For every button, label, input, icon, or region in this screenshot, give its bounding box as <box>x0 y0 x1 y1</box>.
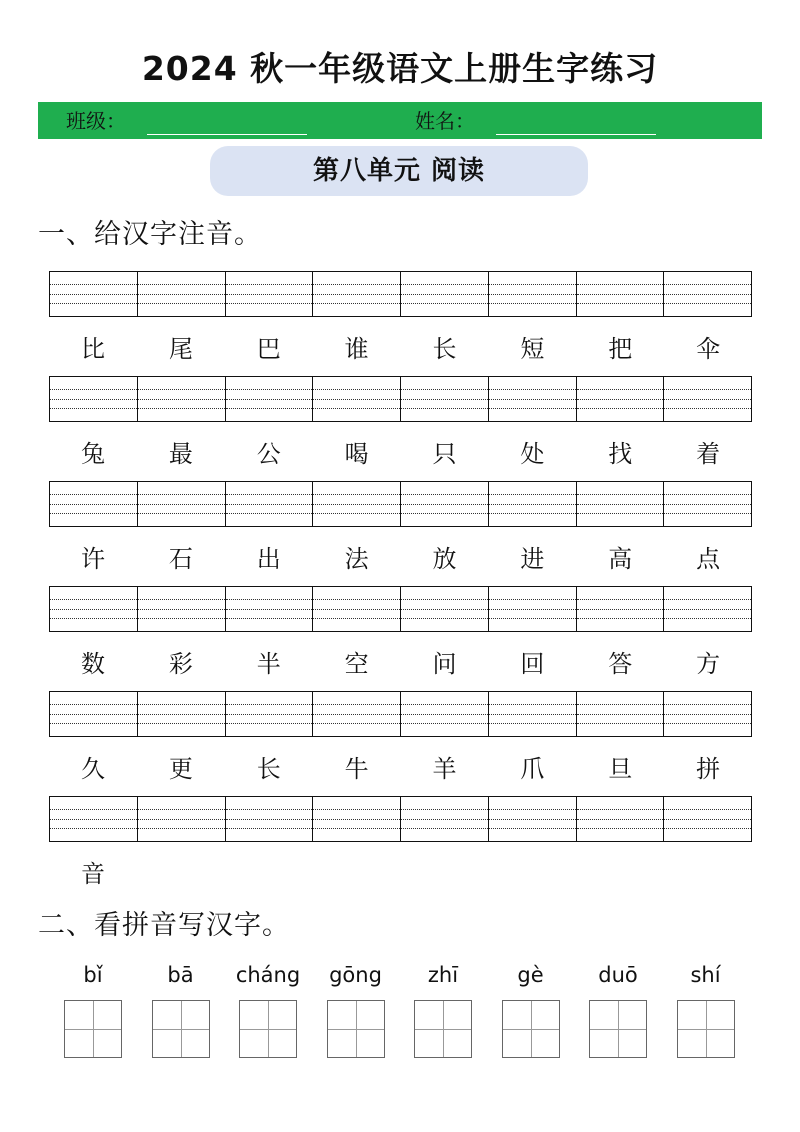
pinyin-answer-cell[interactable] <box>50 272 138 316</box>
write-item <box>64 960 122 1058</box>
empty-slot <box>488 854 576 894</box>
box-horizontal-guide <box>678 1029 734 1030</box>
guide-line <box>489 303 576 304</box>
guide-line <box>401 494 488 495</box>
pinyin-writing-row[interactable] <box>49 481 752 527</box>
pinyin-answer-cell[interactable] <box>50 587 138 631</box>
hanzi-character: 长 <box>256 755 281 783</box>
guide-line <box>313 294 400 295</box>
pinyin-prompt: bā <box>167 963 194 987</box>
guide-line <box>401 714 488 715</box>
guide-line <box>138 819 225 820</box>
guide-line <box>138 284 225 285</box>
hanzi-character: 比 <box>80 335 105 363</box>
character-row <box>49 434 752 474</box>
guide-line <box>489 809 576 810</box>
character-row <box>49 644 752 684</box>
guide-line <box>138 494 225 495</box>
guide-line <box>138 704 225 705</box>
guide-line <box>50 303 137 304</box>
guide-line <box>577 303 664 304</box>
hanzi-character: 伞 <box>696 335 721 363</box>
guide-line <box>50 504 137 505</box>
write-item <box>414 960 472 1058</box>
hanzi-character: 长 <box>432 335 457 363</box>
guide-line <box>401 504 488 505</box>
guide-line <box>664 723 751 724</box>
pinyin-answer-cell[interactable] <box>226 482 314 526</box>
guide-line <box>489 609 576 610</box>
hanzi-character: 找 <box>608 440 633 468</box>
pinyin-answer-cell[interactable] <box>489 482 577 526</box>
hanzi-character: 谁 <box>344 335 369 363</box>
hanzi-character: 放 <box>432 545 457 573</box>
guide-line <box>401 408 488 409</box>
guide-line <box>50 828 137 829</box>
guide-line <box>138 303 225 304</box>
guide-line <box>313 303 400 304</box>
pinyin-answer-cell[interactable] <box>138 692 226 736</box>
guide-line <box>664 599 751 600</box>
guide-line <box>313 723 400 724</box>
hanzi-character: 答 <box>608 650 633 678</box>
guide-line <box>577 389 664 390</box>
hanzi-character: 点 <box>696 545 721 573</box>
info-bar <box>38 102 762 139</box>
guide-line <box>577 828 664 829</box>
pinyin-writing-row[interactable] <box>49 376 752 422</box>
hanzi-character: 法 <box>344 545 369 573</box>
tian-zi-ge-box[interactable] <box>502 1000 560 1058</box>
write-item <box>589 960 647 1058</box>
guide-line <box>313 504 400 505</box>
name-blank <box>496 134 656 135</box>
section2-heading: 二、看拼音写汉字。 <box>38 910 290 941</box>
guide-line <box>313 599 400 600</box>
guide-line <box>489 819 576 820</box>
pinyin-answer-cell[interactable] <box>489 587 577 631</box>
guide-line <box>50 494 137 495</box>
hanzi-character: 旦 <box>608 755 633 783</box>
pinyin-answer-cell[interactable] <box>489 692 577 736</box>
hanzi-character: 方 <box>696 650 721 678</box>
guide-line <box>138 513 225 514</box>
guide-line <box>50 408 137 409</box>
guide-line <box>226 284 313 285</box>
guide-line <box>50 284 137 285</box>
hanzi-character: 许 <box>80 545 105 573</box>
empty-slot <box>664 854 752 894</box>
hanzi-character: 羊 <box>432 755 457 783</box>
character-row <box>49 854 752 894</box>
hanzi-character: 着 <box>696 440 721 468</box>
guide-line <box>577 809 664 810</box>
hanzi-character: 彩 <box>168 650 193 678</box>
pinyin-answer-cell[interactable] <box>401 377 489 421</box>
guide-line <box>226 408 313 409</box>
pinyin-prompt: gè <box>517 963 544 987</box>
guide-line <box>489 599 576 600</box>
guide-line <box>577 284 664 285</box>
guide-line <box>489 714 576 715</box>
guide-line <box>138 723 225 724</box>
box-horizontal-guide <box>503 1029 559 1030</box>
write-item <box>152 960 210 1058</box>
guide-line <box>50 704 137 705</box>
guide-line <box>664 399 751 400</box>
pinyin-prompt: zhī <box>427 963 459 987</box>
guide-line <box>664 504 751 505</box>
guide-line <box>138 714 225 715</box>
hanzi-character: 久 <box>80 755 105 783</box>
hanzi-character: 短 <box>520 335 545 363</box>
guide-line <box>50 819 137 820</box>
tian-zi-ge-box[interactable] <box>414 1000 472 1058</box>
hanzi-character: 回 <box>520 650 545 678</box>
pinyin-answer-cell[interactable] <box>489 797 577 841</box>
hanzi-character: 空 <box>344 650 369 678</box>
guide-line <box>226 504 313 505</box>
guide-line <box>138 599 225 600</box>
tian-zi-ge-box[interactable] <box>64 1000 122 1058</box>
pinyin-answer-cell[interactable] <box>138 797 226 841</box>
guide-line <box>489 618 576 619</box>
pinyin-answer-cell[interactable] <box>401 272 489 316</box>
guide-line <box>50 599 137 600</box>
guide-line <box>401 609 488 610</box>
guide-line <box>50 609 137 610</box>
pinyin-answer-cell[interactable] <box>138 587 226 631</box>
guide-line <box>313 399 400 400</box>
guide-line <box>313 704 400 705</box>
guide-line <box>50 714 137 715</box>
pinyin-answer-cell[interactable] <box>138 377 226 421</box>
guide-line <box>489 494 576 495</box>
guide-line <box>401 389 488 390</box>
hanzi-character: 牛 <box>344 755 369 783</box>
hanzi-character: 最 <box>168 440 193 468</box>
guide-line <box>50 809 137 810</box>
guide-line <box>664 618 751 619</box>
guide-line <box>226 494 313 495</box>
guide-line <box>50 723 137 724</box>
pinyin-writing-row[interactable] <box>49 271 752 317</box>
guide-line <box>226 389 313 390</box>
guide-line <box>313 819 400 820</box>
box-horizontal-guide <box>240 1029 296 1030</box>
hanzi-character: 高 <box>608 545 633 573</box>
pinyin-answer-cell[interactable] <box>226 377 314 421</box>
guide-line <box>313 408 400 409</box>
pinyin-answer-cell[interactable] <box>577 272 665 316</box>
guide-line <box>401 513 488 514</box>
guide-line <box>664 809 751 810</box>
hanzi-character: 只 <box>432 440 457 468</box>
class-label: 班级： <box>66 109 126 133</box>
guide-line <box>489 513 576 514</box>
guide-line <box>489 828 576 829</box>
guide-line <box>138 408 225 409</box>
pinyin-writing-row[interactable] <box>49 691 752 737</box>
guide-line <box>401 723 488 724</box>
hanzi-character: 更 <box>168 755 193 783</box>
guide-line <box>226 303 313 304</box>
pinyin-answer-cell[interactable] <box>664 482 751 526</box>
pinyin-answer-cell[interactable] <box>664 587 751 631</box>
guide-line <box>489 723 576 724</box>
guide-line <box>138 504 225 505</box>
guide-line <box>401 809 488 810</box>
guide-line <box>226 599 313 600</box>
pinyin-answer-cell[interactable] <box>313 797 401 841</box>
write-item <box>327 960 385 1058</box>
guide-line <box>489 704 576 705</box>
guide-line <box>489 399 576 400</box>
guide-line <box>577 819 664 820</box>
pinyin-answer-cell[interactable] <box>577 797 665 841</box>
guide-line <box>313 828 400 829</box>
pinyin-answer-cell[interactable] <box>401 587 489 631</box>
guide-line <box>138 609 225 610</box>
guide-line <box>489 294 576 295</box>
tian-zi-ge-box[interactable] <box>327 1000 385 1058</box>
guide-line <box>489 408 576 409</box>
pinyin-answer-cell[interactable] <box>138 272 226 316</box>
pinyin-answer-cell[interactable] <box>664 692 751 736</box>
hanzi-character: 公 <box>256 440 281 468</box>
pinyin-prompt: shí <box>690 963 721 987</box>
guide-line <box>313 389 400 390</box>
pinyin-answer-cell[interactable] <box>313 587 401 631</box>
guide-line <box>138 828 225 829</box>
pinyin-answer-cell[interactable] <box>401 797 489 841</box>
pinyin-answer-cell[interactable] <box>226 692 314 736</box>
guide-line <box>313 284 400 285</box>
pinyin-answer-cell[interactable] <box>577 587 665 631</box>
guide-line <box>313 494 400 495</box>
unit-title: 第八单元 阅读 <box>210 146 588 196</box>
guide-line <box>226 294 313 295</box>
pinyin-answer-cell[interactable] <box>50 797 138 841</box>
guide-line <box>313 809 400 810</box>
pinyin-prompt: bǐ <box>83 963 103 987</box>
guide-line <box>226 828 313 829</box>
hanzi-character: 问 <box>432 650 457 678</box>
hanzi-character: 石 <box>168 545 193 573</box>
pinyin-answer-cell[interactable] <box>50 377 138 421</box>
guide-line <box>664 389 751 390</box>
guide-line <box>50 294 137 295</box>
pinyin-answer-cell[interactable] <box>313 482 401 526</box>
pinyin-prompt: cháng <box>235 963 301 987</box>
guide-line <box>226 723 313 724</box>
character-row <box>49 329 752 369</box>
guide-line <box>138 294 225 295</box>
pinyin-writing-row[interactable] <box>49 796 752 842</box>
pinyin-answer-cell[interactable] <box>577 692 665 736</box>
guide-line <box>401 618 488 619</box>
tian-zi-ge-box[interactable] <box>239 1000 297 1058</box>
guide-line <box>577 599 664 600</box>
empty-slot <box>137 854 225 894</box>
box-horizontal-guide <box>590 1029 646 1030</box>
guide-line <box>138 809 225 810</box>
guide-line <box>401 599 488 600</box>
hanzi-character: 音 <box>80 860 105 888</box>
guide-line <box>313 618 400 619</box>
pinyin-answer-cell[interactable] <box>489 377 577 421</box>
hanzi-character: 爪 <box>520 755 545 783</box>
pinyin-answer-cell[interactable] <box>313 272 401 316</box>
character-row <box>49 749 752 789</box>
guide-line <box>577 504 664 505</box>
pinyin-answer-cell[interactable] <box>226 272 314 316</box>
guide-line <box>489 504 576 505</box>
guide-line <box>664 303 751 304</box>
pinyin-answer-cell[interactable] <box>664 377 751 421</box>
character-row <box>49 539 752 579</box>
pinyin-answer-cell[interactable] <box>577 482 665 526</box>
pinyin-answer-cell[interactable] <box>138 482 226 526</box>
guide-line <box>401 704 488 705</box>
guide-line <box>664 408 751 409</box>
guide-line <box>577 494 664 495</box>
guide-line <box>664 714 751 715</box>
guide-line <box>50 399 137 400</box>
guide-line <box>577 618 664 619</box>
hanzi-character: 拼 <box>696 755 721 783</box>
pinyin-answer-cell[interactable] <box>401 482 489 526</box>
class-blank <box>147 134 307 135</box>
pinyin-answer-cell[interactable] <box>50 692 138 736</box>
guide-line <box>401 303 488 304</box>
guide-line <box>664 609 751 610</box>
section1-heading: 一、给汉字注音。 <box>38 219 262 250</box>
write-item <box>677 960 735 1058</box>
box-horizontal-guide <box>65 1029 121 1030</box>
pinyin-writing-row[interactable] <box>49 586 752 632</box>
guide-line <box>50 513 137 514</box>
guide-line <box>577 723 664 724</box>
pinyin-answer-cell[interactable] <box>50 482 138 526</box>
guide-line <box>226 819 313 820</box>
pinyin-answer-cell[interactable] <box>313 692 401 736</box>
write-item <box>235 960 301 1058</box>
guide-line <box>401 819 488 820</box>
pinyin-answer-cell[interactable] <box>664 272 751 316</box>
guide-line <box>226 714 313 715</box>
box-horizontal-guide <box>153 1029 209 1030</box>
guide-line <box>138 618 225 619</box>
hanzi-character: 数 <box>80 650 105 678</box>
guide-line <box>664 513 751 514</box>
tian-zi-ge-box[interactable] <box>677 1000 735 1058</box>
empty-slot <box>401 854 489 894</box>
guide-line <box>401 294 488 295</box>
pinyin-answer-cell[interactable] <box>489 272 577 316</box>
pinyin-answer-cell[interactable] <box>226 587 314 631</box>
guide-line <box>577 294 664 295</box>
guide-line <box>226 618 313 619</box>
guide-line <box>226 399 313 400</box>
guide-line <box>664 819 751 820</box>
hanzi-character: 尾 <box>168 335 193 363</box>
empty-slot <box>576 854 664 894</box>
hanzi-character: 兔 <box>80 440 105 468</box>
hanzi-character: 进 <box>520 545 545 573</box>
pinyin-answer-cell[interactable] <box>664 797 751 841</box>
guide-line <box>664 284 751 285</box>
guide-line <box>226 704 313 705</box>
guide-line <box>664 494 751 495</box>
tian-zi-ge-box[interactable] <box>152 1000 210 1058</box>
box-horizontal-guide <box>328 1029 384 1030</box>
pinyin-prompt: gōng <box>329 963 382 987</box>
tian-zi-ge-box[interactable] <box>589 1000 647 1058</box>
guide-line <box>577 714 664 715</box>
guide-line <box>401 828 488 829</box>
write-item <box>502 960 560 1058</box>
name-label: 姓名： <box>415 109 475 133</box>
hanzi-character: 把 <box>608 335 633 363</box>
pinyin-answer-cell[interactable] <box>226 797 314 841</box>
hanzi-character: 巴 <box>256 335 281 363</box>
empty-slot <box>313 854 401 894</box>
box-horizontal-guide <box>415 1029 471 1030</box>
guide-line <box>401 284 488 285</box>
guide-line <box>577 704 664 705</box>
pinyin-prompt: duō <box>598 963 638 987</box>
guide-line <box>313 513 400 514</box>
guide-line <box>226 513 313 514</box>
guide-line <box>226 609 313 610</box>
page-title: 2024 秋一年级语文上册生字练习 <box>141 49 659 88</box>
guide-line <box>664 828 751 829</box>
hanzi-character: 出 <box>256 545 281 573</box>
guide-line <box>489 389 576 390</box>
pinyin-answer-cell[interactable] <box>577 377 665 421</box>
pinyin-answer-cell[interactable] <box>401 692 489 736</box>
empty-slot <box>225 854 313 894</box>
guide-line <box>577 513 664 514</box>
hanzi-character: 喝 <box>344 440 369 468</box>
guide-line <box>577 399 664 400</box>
guide-line <box>489 284 576 285</box>
guide-line <box>226 809 313 810</box>
hanzi-character: 半 <box>256 650 281 678</box>
guide-line <box>313 714 400 715</box>
guide-line <box>577 408 664 409</box>
guide-line <box>664 294 751 295</box>
guide-line <box>577 609 664 610</box>
guide-line <box>50 618 137 619</box>
guide-line <box>138 389 225 390</box>
guide-line <box>138 399 225 400</box>
guide-line <box>313 609 400 610</box>
pinyin-answer-cell[interactable] <box>313 377 401 421</box>
guide-line <box>401 399 488 400</box>
guide-line <box>50 389 137 390</box>
guide-line <box>664 704 751 705</box>
hanzi-character: 处 <box>520 440 545 468</box>
